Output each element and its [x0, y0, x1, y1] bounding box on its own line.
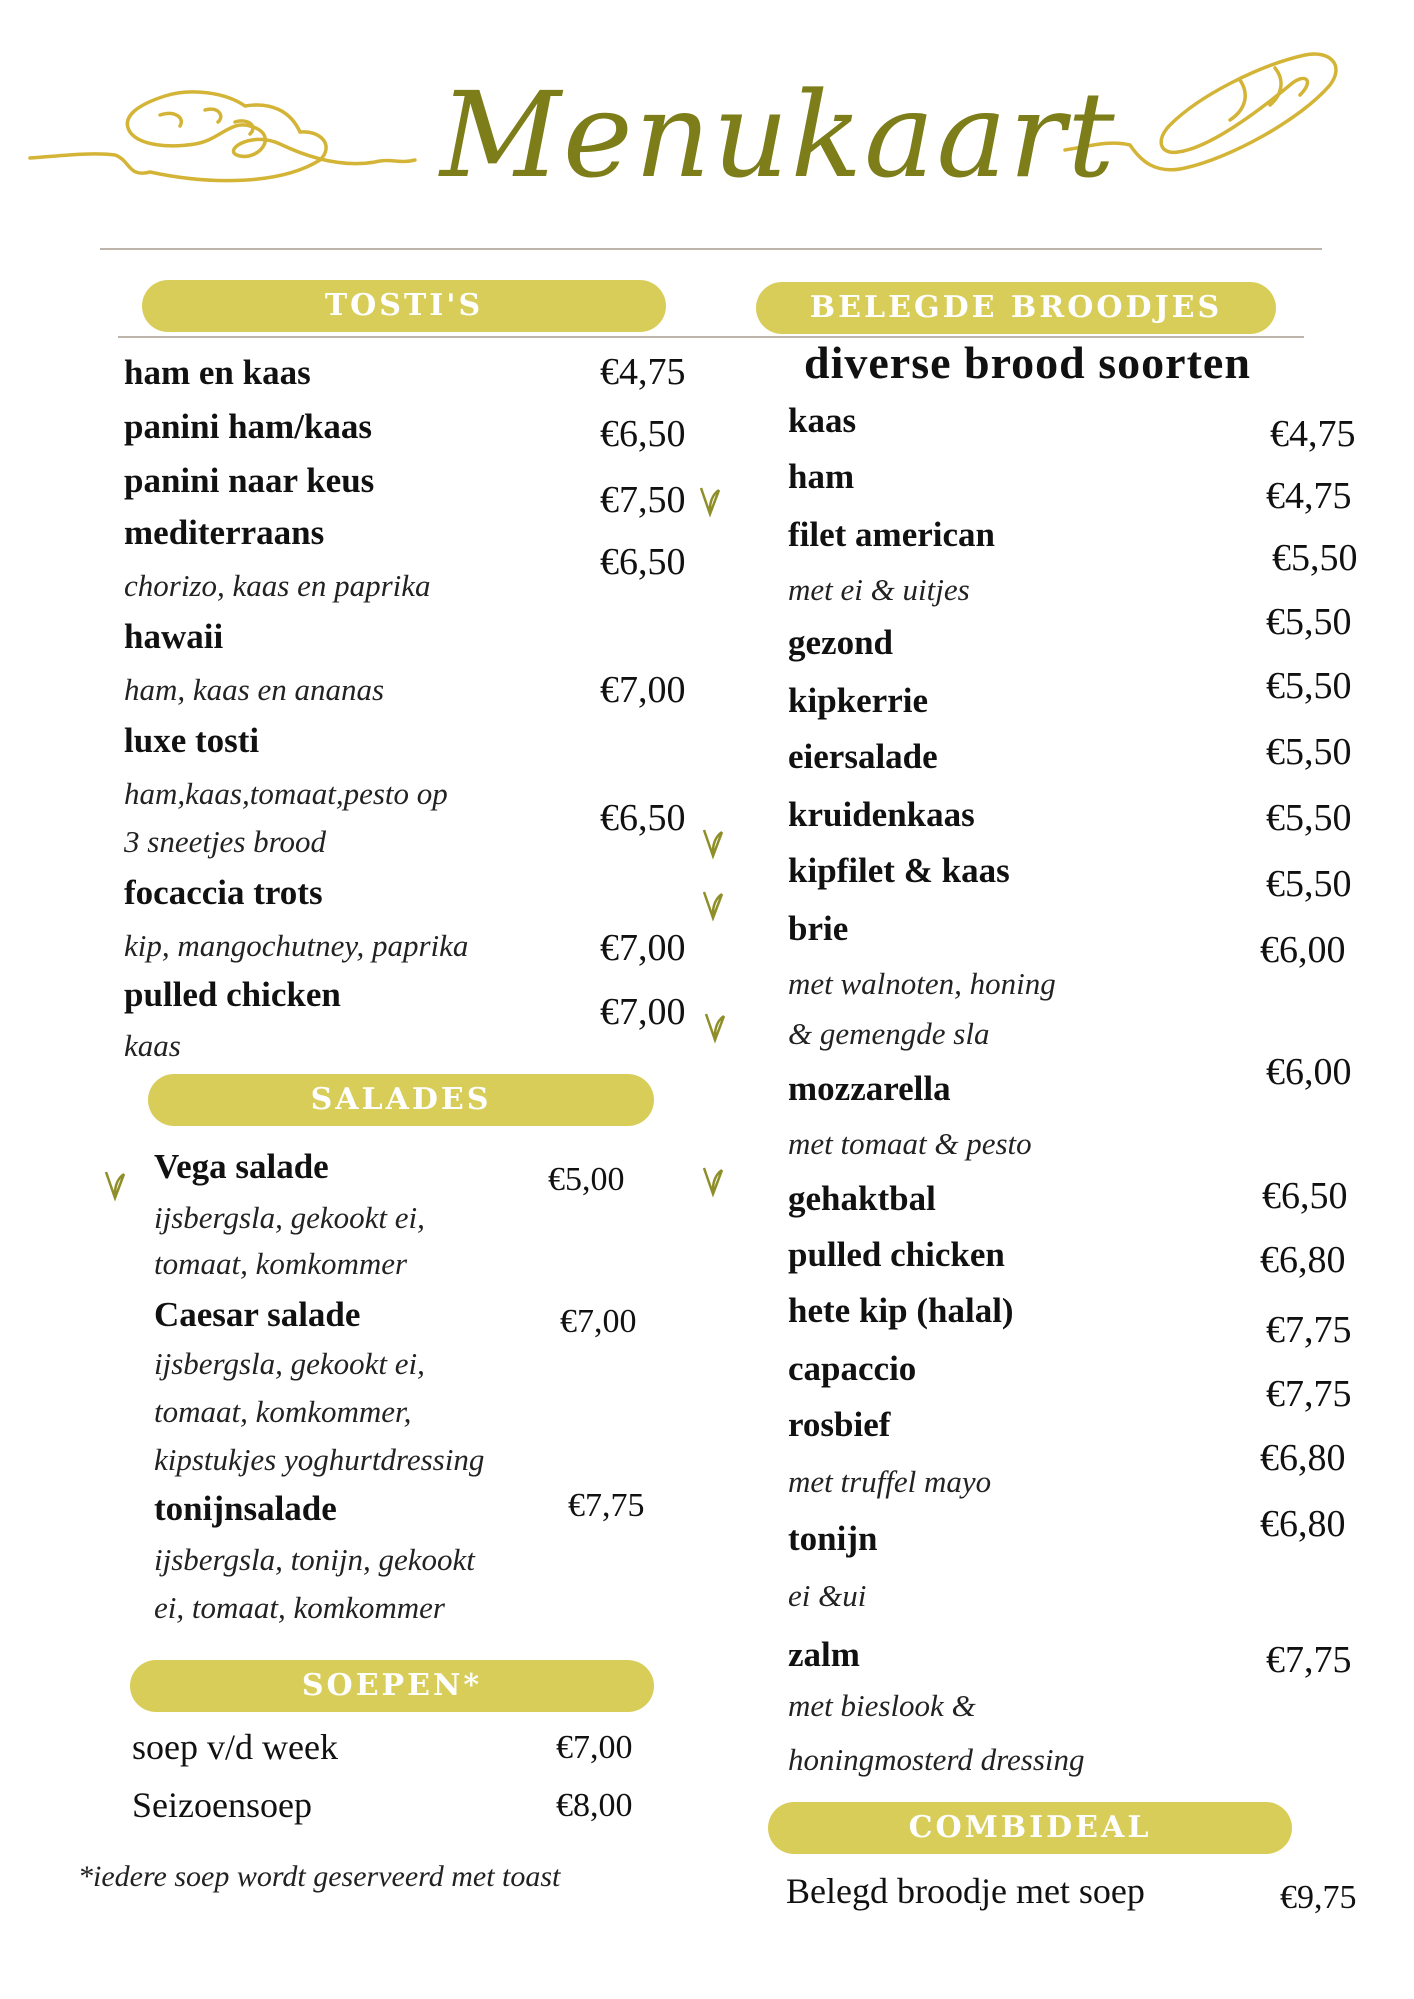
- menu-item-price: €7,00: [600, 669, 686, 711]
- menu-item-price: €6,50: [1262, 1175, 1348, 1217]
- menu-item-name: hawaii: [124, 617, 224, 656]
- menu-item-name: tonijnsalade: [154, 1489, 337, 1528]
- menu-item-price: €7,00: [600, 927, 686, 969]
- menu-item-price: €6,80: [1260, 1437, 1346, 1479]
- page-title: Menukaart: [440, 66, 1117, 204]
- menu-item-name: gezond: [788, 623, 893, 662]
- menu-item-description: ham, kaas en ananas: [124, 672, 385, 707]
- menu-item-price: €6,50: [600, 541, 686, 583]
- menu-item-price: €7,00: [600, 991, 686, 1033]
- menu-item-description: & gemengde sla: [788, 1016, 990, 1051]
- menu-item-name: filet american: [788, 515, 995, 554]
- menu-item-name: rosbief: [788, 1405, 891, 1444]
- menu-item-name: Seizoensoep: [132, 1785, 312, 1825]
- menu-item-price: €5,50: [1266, 665, 1352, 707]
- menu-item-name: tonijn: [788, 1519, 878, 1558]
- leaf-icon: [698, 888, 728, 922]
- menu-item-description: met tomaat & pesto: [788, 1126, 1032, 1161]
- menu-item-description: ham,kaas,tomaat,pesto op: [124, 776, 448, 811]
- menu-item-name: ham: [788, 457, 855, 496]
- menu-item-price: €6,80: [1260, 1503, 1346, 1545]
- menu-item-name: panini naar keus: [124, 461, 375, 500]
- menu-item-description: met bieslook &: [788, 1688, 976, 1723]
- leaf-icon: [698, 826, 728, 860]
- menu-item-price: €7,75: [1266, 1309, 1352, 1351]
- section-header-tostis: TOSTI'S: [142, 280, 666, 332]
- menu-item-price: €5,50: [1266, 797, 1352, 839]
- menu-item-description: tomaat, komkommer,: [154, 1394, 412, 1429]
- menu-item-name: mozzarella: [788, 1069, 951, 1108]
- leaf-icon: [695, 484, 725, 518]
- menu-item-description: ei, tomaat, komkommer: [154, 1590, 445, 1625]
- menu-item-price: €6,80: [1260, 1239, 1346, 1281]
- menu-item-description: kipstukjes yoghurtdressing: [154, 1442, 485, 1477]
- section-header-soepen: SOEPEN*: [130, 1660, 654, 1712]
- menu-item-description: ijsbergsla, gekookt ei,: [154, 1200, 425, 1235]
- menu-item-price: €7,75: [1266, 1373, 1352, 1415]
- menu-item-name: pulled chicken: [788, 1235, 1005, 1274]
- leaf-icon: [698, 1164, 728, 1198]
- section-header-salades: SALADES: [148, 1074, 654, 1126]
- menu-item-name: kruidenkaas: [788, 795, 975, 834]
- menu-item-name: kaas: [788, 401, 857, 440]
- menu-item-description: kaas: [124, 1028, 181, 1063]
- menu-item-name: kipkerrie: [788, 681, 928, 720]
- leaf-icon: [100, 1168, 130, 1202]
- section-header-combideal: COMBIDEAL: [768, 1802, 1292, 1854]
- menu-item-name: Vega salade: [154, 1147, 329, 1186]
- menu-item-price: €7,00: [560, 1303, 637, 1340]
- menu-item-name: zalm: [788, 1635, 860, 1674]
- menu-item-price: €7,75: [1266, 1639, 1352, 1681]
- menu-item-price: €6,00: [1266, 1051, 1352, 1093]
- menu-item-price: €7,00: [556, 1729, 633, 1766]
- menu-item-description: ijsbergsla, tonijn, gekookt: [154, 1542, 475, 1577]
- menu-item-price: €5,50: [1266, 601, 1352, 643]
- menu-item-description: honingmosterd dressing: [788, 1742, 1085, 1777]
- menu-item-name: luxe tosti: [124, 721, 260, 760]
- menu-item-price: €7,50: [600, 479, 686, 521]
- menu-item-description: met truffel mayo: [788, 1464, 992, 1499]
- menu-item-name: pulled chicken: [124, 975, 341, 1014]
- menu-item-name: capaccio: [788, 1349, 917, 1388]
- menu-item-name: Caesar salade: [154, 1295, 361, 1334]
- menu-item-description: kip, mangochutney, paprika: [124, 928, 469, 963]
- menu-item-description: ei &ui: [788, 1578, 867, 1613]
- menu-item-price: €5,50: [1266, 863, 1352, 905]
- menu-item-description: 3 sneetjes brood: [124, 824, 327, 859]
- menu-item-price: €5,50: [1266, 731, 1352, 773]
- menu-item-price: €6,50: [600, 413, 686, 455]
- combideal-item: Belegd broodje met soep: [786, 1871, 1145, 1911]
- menu-item-description: tomaat, komkommer: [154, 1246, 408, 1281]
- menu-item-name: ham en kaas: [124, 353, 311, 392]
- menu-item-price: €8,00: [556, 1787, 633, 1824]
- top-divider: [100, 248, 1322, 250]
- menu-item-name: gehaktbal: [788, 1179, 936, 1218]
- menu-item-description: chorizo, kaas en paprika: [124, 568, 431, 603]
- menu-item-description: met ei & uitjes: [788, 572, 970, 607]
- menu-item-price: €5,00: [548, 1161, 625, 1198]
- menu-item-price: €5,50: [1272, 537, 1358, 579]
- menu-item-price: €6,00: [1260, 929, 1346, 971]
- menu-item-name: soep v/d week: [132, 1727, 338, 1767]
- menu-item-name: hete kip (halal): [788, 1291, 1014, 1330]
- section-header-broodjes: BELEGDE BROODJES: [756, 282, 1276, 334]
- menu-item-name: brie: [788, 909, 849, 948]
- menu-item-price: €7,75: [568, 1487, 645, 1524]
- soup-footnote: *iedere soep wordt geserveerd met toast: [78, 1860, 561, 1893]
- menu-item-price: €4,75: [1270, 413, 1356, 455]
- combideal-price: €9,75: [1280, 1879, 1357, 1916]
- menu-item-price: €6,50: [600, 797, 686, 839]
- menu-item-description: ijsbergsla, gekookt ei,: [154, 1346, 425, 1381]
- menu-item-name: mediterraans: [124, 513, 325, 552]
- menu-item-price: €4,75: [600, 351, 686, 393]
- menu-item-name: panini ham/kaas: [124, 407, 373, 446]
- bread-left-icon: [20, 60, 440, 190]
- broodjes-subtitle: diverse brood soorten: [804, 337, 1251, 388]
- menu-item-description: met walnoten, honing: [788, 966, 1056, 1001]
- menu-item-price: €4,75: [1266, 475, 1352, 517]
- menu-item-name: eiersalade: [788, 737, 938, 776]
- leaf-icon: [700, 1010, 730, 1044]
- menu-item-name: kipfilet & kaas: [788, 851, 1010, 890]
- menu-item-name: focaccia trots: [124, 873, 323, 912]
